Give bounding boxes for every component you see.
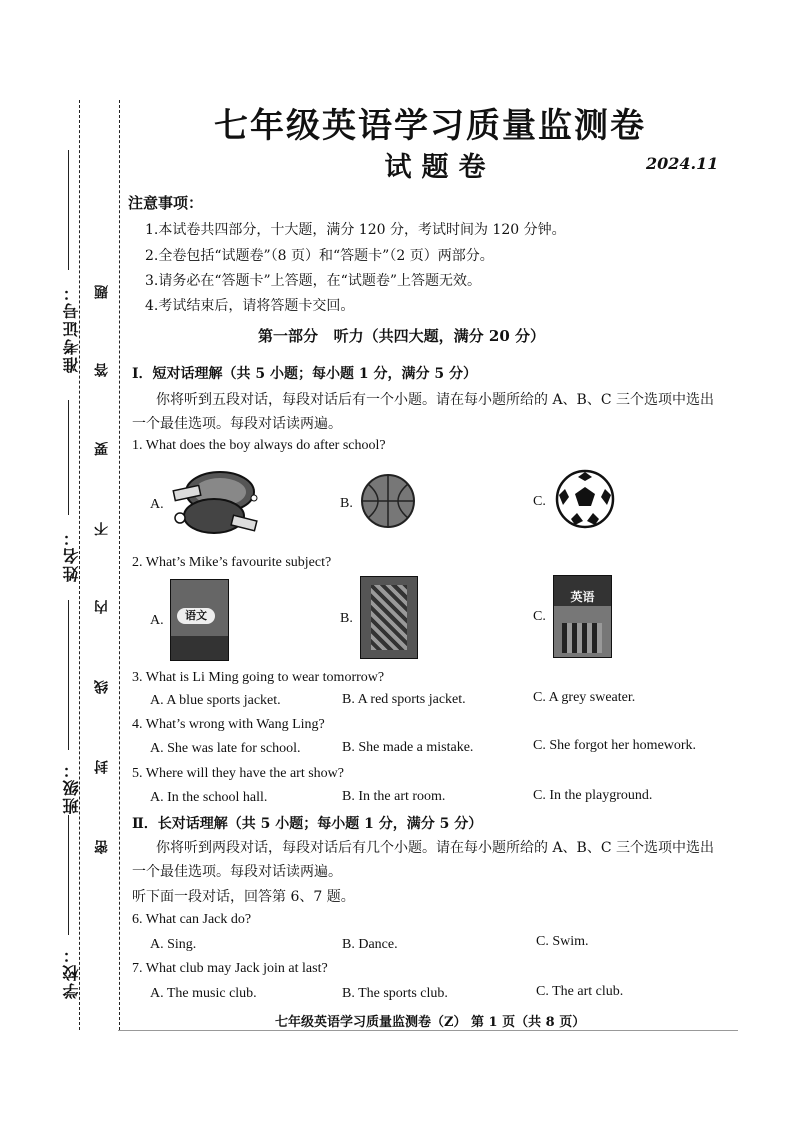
note-item: 1.本试卷共四部分，十大题，满分 120 分，考试时间为 120 分钟。: [145, 222, 566, 238]
q5-option-b[interactable]: B. In the art room.: [342, 789, 446, 804]
q4-option-c[interactable]: C. She forgot her homework.: [533, 738, 697, 753]
q4-option-b[interactable]: B. She made a mistake.: [342, 740, 474, 755]
q7-option-a[interactable]: A. The music club.: [150, 986, 257, 1001]
section2-instruction: 你将听到两段对话，每段对话后有几个小题。请在每小题所给的 A、B、C 三个选项中选出: [156, 840, 715, 856]
question-7: 7. What club may Jack join at last?: [132, 961, 328, 976]
class-field[interactable]: [68, 600, 69, 750]
name-label: 姓名：: [62, 528, 81, 582]
name-field[interactable]: [68, 400, 69, 515]
footer-divider: [118, 1030, 738, 1031]
section2-heading: Ⅱ．长对话理解（共 5 小题；每小题 1 分，满分 5 分）: [132, 816, 483, 832]
basketball-icon: [360, 472, 416, 530]
q3-option-b[interactable]: B. A red sports jacket.: [342, 692, 466, 707]
page-subtitle: 试题卷: [384, 152, 496, 183]
section1-heading: Ⅰ．短对话理解（共 5 小题；每小题 1 分，满分 5 分）: [132, 366, 478, 382]
question-6: 6. What can Jack do?: [132, 912, 252, 927]
math-textbook-image: [360, 576, 418, 659]
note-item: 3.请务必在“答题卡”上答题，在“试题卷”上答题无效。: [145, 273, 481, 289]
q1-option-b-label[interactable]: B.: [340, 496, 353, 511]
part1-heading: 第一部分 听力（共四大题，满分 20 分）: [258, 327, 545, 345]
seal-char: 密: [94, 840, 110, 854]
question-4: 4. What’s wrong with Wang Ling?: [132, 717, 325, 732]
seal-char: 内: [94, 600, 110, 614]
english-textbook-image: [553, 575, 612, 658]
chinese-textbook-image: [170, 579, 229, 661]
q3-option-c[interactable]: C. A grey sweater.: [533, 690, 636, 705]
school-field[interactable]: [68, 815, 69, 935]
q6-option-b[interactable]: B. Dance.: [342, 937, 398, 952]
class-label: 班级：: [62, 760, 81, 814]
q7-option-b[interactable]: B. The sports club.: [342, 986, 448, 1001]
note-item: 4.考试结束后，请将答题卡交回。: [145, 298, 355, 314]
q2-option-a-label[interactable]: A.: [150, 613, 164, 628]
q5-option-c[interactable]: C. In the playground.: [533, 788, 653, 803]
textbook-title: 语文: [177, 608, 215, 624]
q5-option-a[interactable]: A. In the school hall.: [150, 790, 268, 805]
seal-char: 答: [94, 363, 110, 377]
q6-option-c[interactable]: C. Swim.: [536, 934, 589, 949]
notes-heading: 注意事项：: [128, 194, 204, 212]
exam-number-field[interactable]: [68, 150, 69, 270]
q6-option-a[interactable]: A. Sing.: [150, 937, 197, 952]
seal-char: 不: [94, 522, 110, 536]
section2-instruction-cont: 一个最佳选项。每段对话读两遍。: [132, 864, 342, 880]
exam-date: 2024.11: [646, 154, 719, 173]
soccer-ball-icon: [555, 469, 615, 529]
q7-option-c[interactable]: C. The art club.: [536, 984, 624, 999]
question-5: 5. Where will they have the art show?: [132, 766, 345, 781]
question-2: 2. What’s Mike’s favourite subject?: [132, 555, 332, 570]
school-label: 学校：: [62, 945, 81, 999]
question-3: 3. What is Li Ming going to wear tomorrow?: [132, 670, 385, 685]
q1-option-a-label[interactable]: A.: [150, 497, 164, 512]
section1-instruction: 你将听到五段对话，每段对话后有一个小题。请在每小题所给的 A、B、C 三个选项中选出: [156, 392, 715, 408]
seal-char: 题: [94, 285, 110, 299]
dialogue-lead: 听下面一段对话，回答第 6、7 题。: [132, 889, 355, 905]
note-item: 2.全卷包括“试题卷”（8 页）和“答题卡”（2 页）两部分。: [145, 248, 494, 264]
q3-option-a[interactable]: A. A blue sports jacket.: [150, 693, 281, 708]
seal-char: 封: [94, 760, 110, 774]
section1-instruction-cont: 一个最佳选项。每段对话读两遍。: [132, 416, 342, 432]
seal-char: 要: [94, 442, 110, 456]
ping-pong-icon: [170, 468, 262, 536]
exam-number-label: 准考证号：: [62, 283, 81, 373]
textbook-title: 英语: [570, 590, 595, 604]
q1-option-c-label[interactable]: C.: [533, 494, 546, 509]
q2-option-b-label[interactable]: B.: [340, 611, 353, 626]
page-title: 七年级英语学习质量监测卷: [214, 106, 646, 146]
q4-option-a[interactable]: A. She was late for school.: [150, 741, 301, 756]
q2-option-c-label[interactable]: C.: [533, 609, 546, 624]
page-footer: 七年级英语学习质量监测卷（Z） 第 1 页（共 8 页）: [275, 1015, 586, 1030]
question-1: 1. What does the boy always do after school?: [132, 438, 386, 453]
binding-line-inner: [119, 100, 120, 1030]
seal-char: 线: [94, 680, 110, 694]
